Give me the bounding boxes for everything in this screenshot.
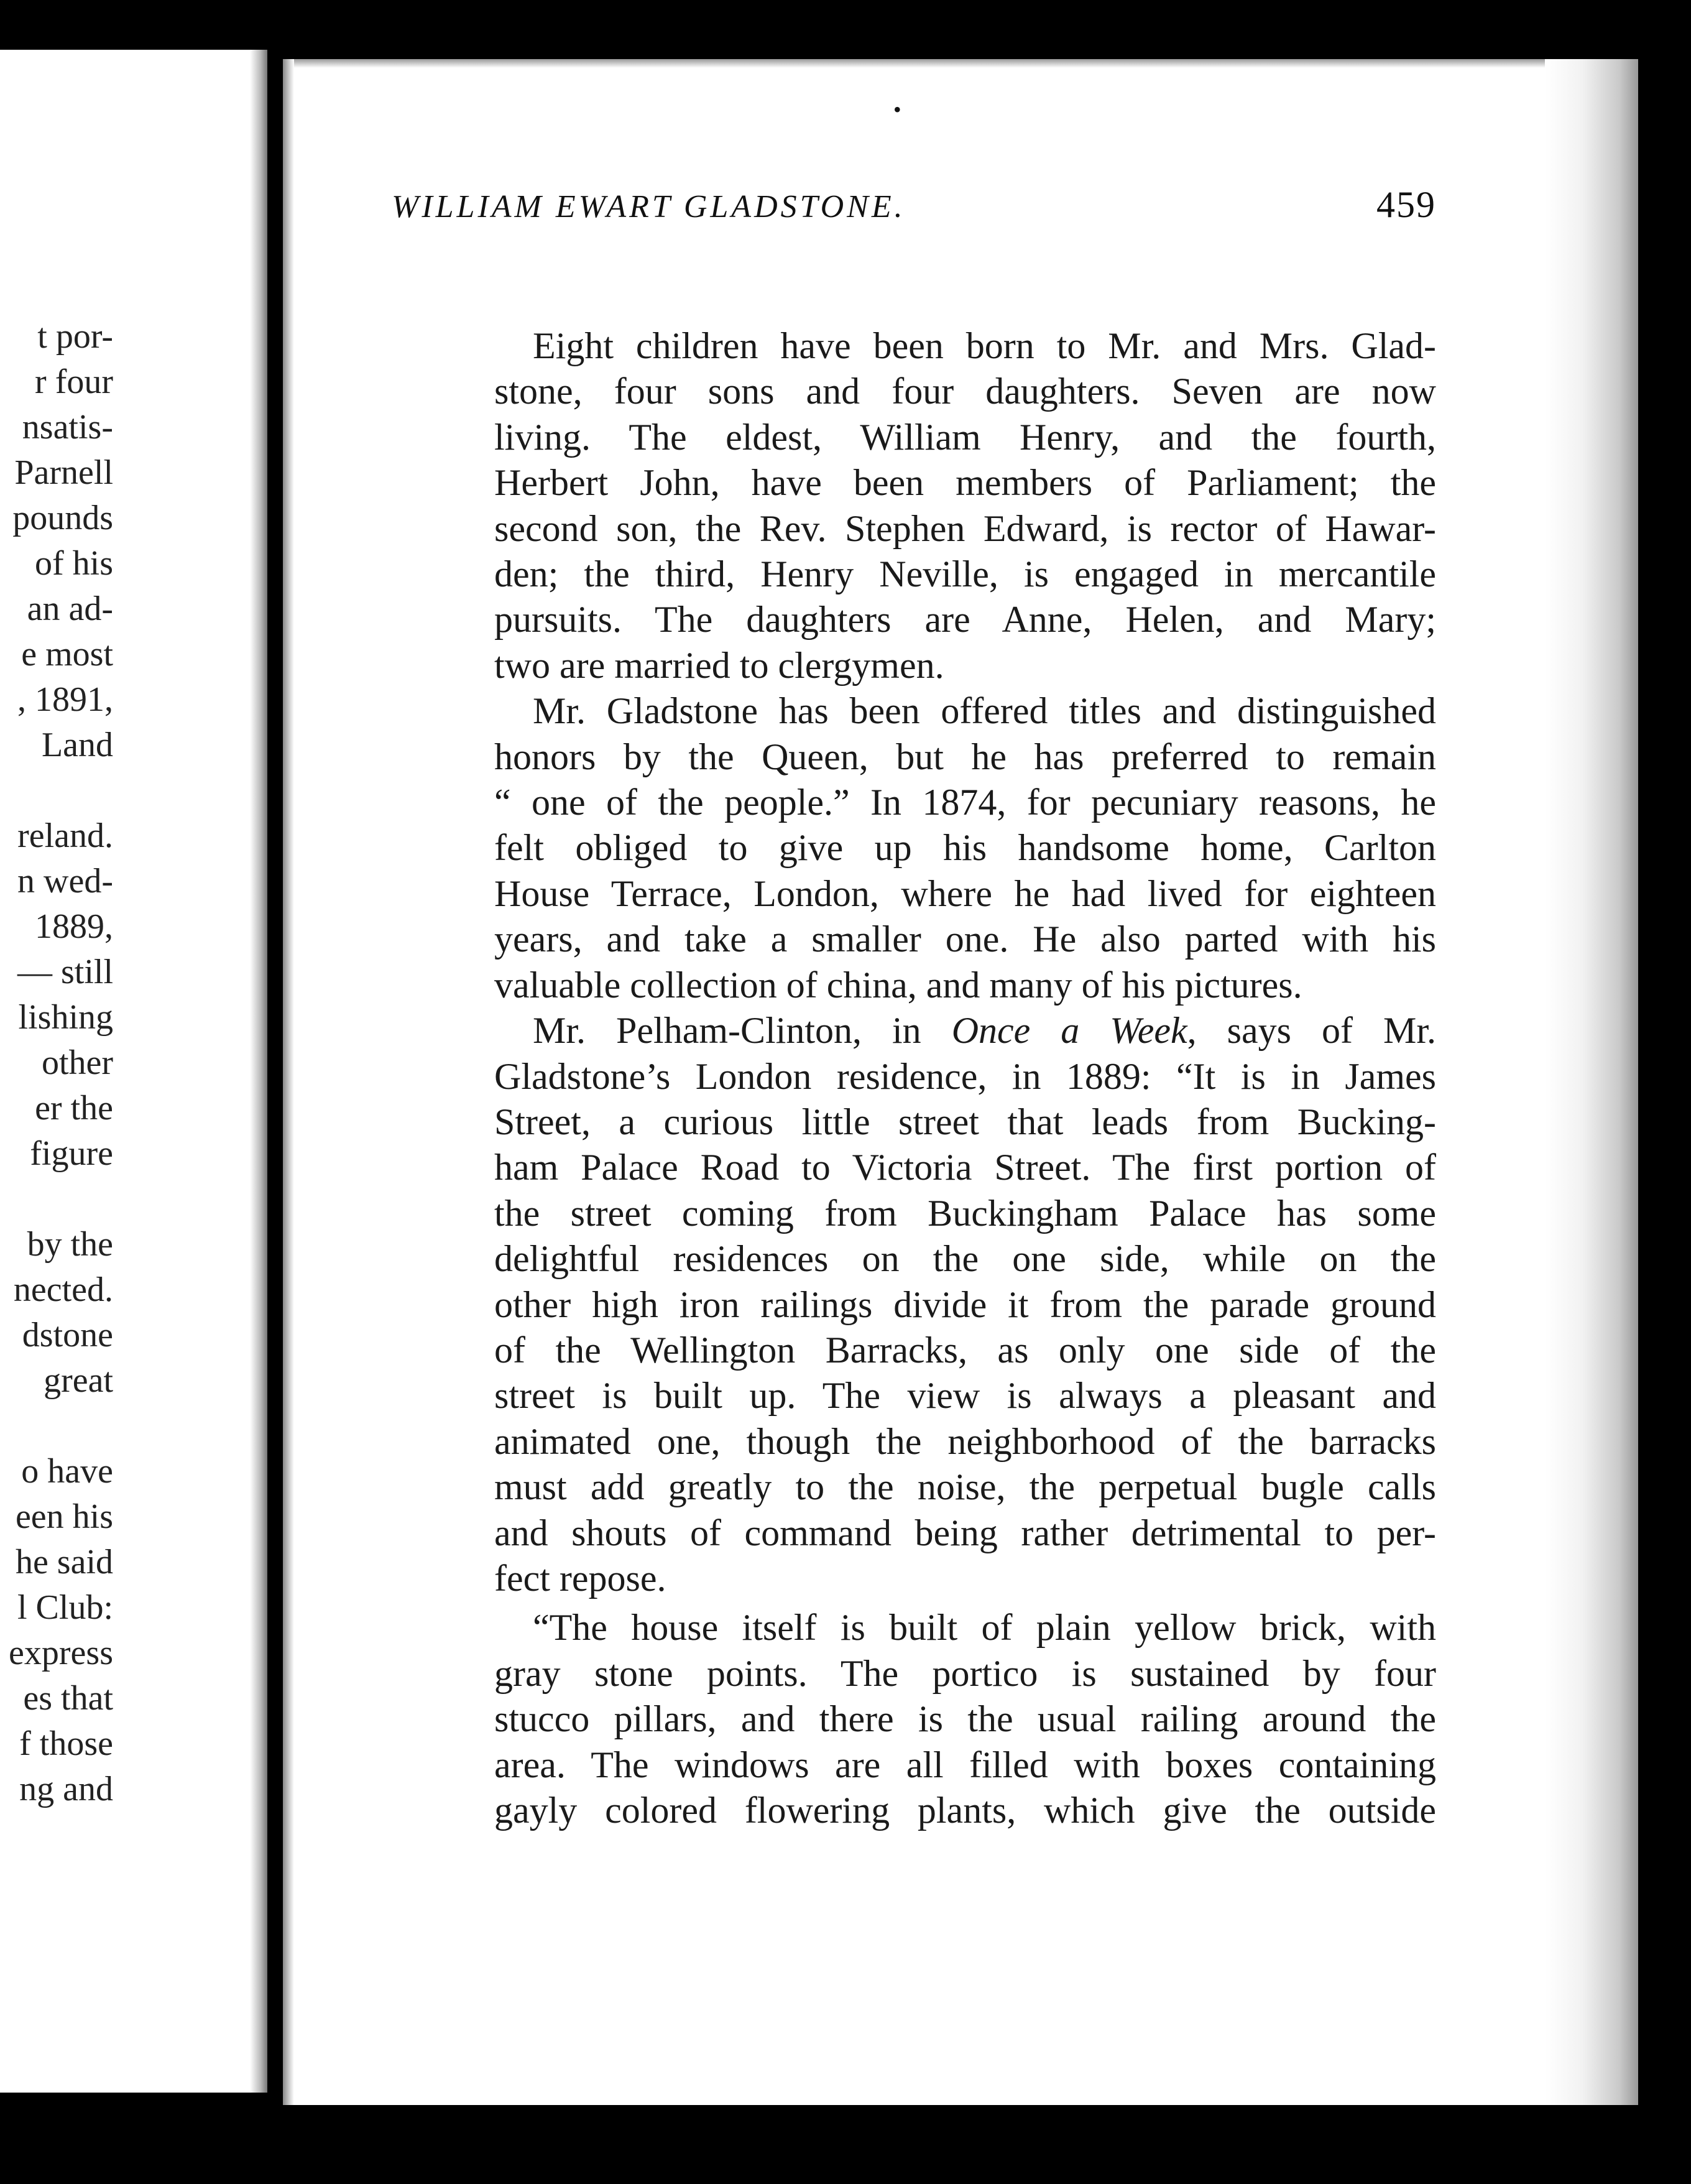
text-line: second son, the Rev. Stephen Edward, is rector of Hawar- — [494, 507, 1436, 549]
text-line: the street coming from Buckingham Palace has some — [494, 1192, 1436, 1234]
left-text-line: , 1891, — [17, 680, 113, 719]
left-text-line: r four — [35, 363, 113, 401]
text-line: ham Palace Road to Victoria Street. The first portion of — [494, 1147, 1436, 1188]
left-text-line: great — [44, 1361, 113, 1400]
gutter-shadow — [250, 50, 267, 2093]
text-line: must add greatly to the noise, the perpetual bugle calls — [494, 1466, 1436, 1508]
text-run: , says of Mr. — [1187, 1010, 1436, 1052]
left-text-line: express — [9, 1634, 113, 1672]
left-text-line: e most — [21, 635, 113, 673]
left-text-line: an ad- — [27, 590, 113, 628]
left-text-line: nected. — [13, 1270, 113, 1309]
left-text-line: reland. — [17, 817, 113, 855]
left-text-line: lishing — [18, 998, 113, 1037]
left-text-line: — still — [17, 953, 113, 991]
left-text-line: 1889, — [35, 907, 113, 946]
text-line: area. The windows are all filled with boxes containing — [494, 1744, 1436, 1785]
page-left-edge — [283, 59, 294, 2105]
text-line: gayly colored flowering plants, which give the outside — [494, 1790, 1436, 1831]
left-text-line: o have — [21, 1452, 113, 1491]
text-line: animated one, though the neighborhood of the barracks — [494, 1420, 1436, 1462]
text-line: living. The eldest, William Henry, and the fourth, — [494, 416, 1436, 458]
paragraph-children — [494, 323, 1436, 688]
periodical-title: Once a Week — [951, 1010, 1187, 1052]
text-line: “ one of the people.” In 1874, for pecuniary reasons, he — [494, 782, 1436, 823]
left-text-line: dstone — [22, 1316, 113, 1354]
left-text-line: n wed- — [17, 862, 113, 900]
page-right-edge — [1545, 59, 1638, 2105]
text-line: felt obliged to give up his handsome home, Carlton — [494, 827, 1436, 869]
text-line: pursuits. The daughters are Anne, Helen, and Mary; — [494, 599, 1436, 641]
text-line: two are married to clergymen. — [494, 644, 944, 686]
left-text-line: by the — [27, 1225, 113, 1264]
text-line: valuable collection of china, and many of his pictures. — [494, 964, 1302, 1006]
left-text-line: er the — [35, 1089, 113, 1127]
text-line: stone, four sons and four daughters. Seven are now — [494, 371, 1436, 412]
left-text-line: of his — [35, 544, 113, 583]
running-title: WILLIAM EWART GLADSTONE. — [392, 189, 906, 224]
left-text-line: l Club: — [17, 1588, 113, 1627]
line-gap — [0, 768, 113, 813]
text-line: honors by the Queen, but he has preferred to remain — [494, 736, 1436, 777]
left-text-line: Land — [41, 726, 113, 764]
text-line: stucco pillars, and there is the usual railing around the — [494, 1698, 1436, 1740]
text-line: den; the third, Henry Neville, is engaged in mercantile — [494, 553, 1436, 595]
text-line: street is built up. The view is always a pleasant and — [494, 1375, 1436, 1417]
page-ornament: • — [893, 97, 901, 122]
paragraph-titles — [494, 688, 1436, 1008]
left-page — [0, 50, 267, 2093]
text-line: fect repose. — [494, 1557, 666, 1599]
text-line: years, and take a smaller one. He also parted with his — [494, 918, 1436, 960]
left-text-line: f those — [19, 1724, 113, 1763]
left-page-text — [0, 314, 113, 1812]
text-line: Herbert John, have been members of Parliament; the — [494, 462, 1436, 504]
paragraph-residence — [494, 1008, 1436, 1601]
left-text-line: Parnell — [14, 453, 113, 492]
text-line: “The house itself is built of plain yellow brick, with — [533, 1607, 1436, 1649]
left-text-line: pounds — [12, 499, 113, 537]
text-line: of the Wellington Barracks, as only one side of the — [494, 1329, 1436, 1371]
text-line: Gladstone’s London residence, in 1889: “It is in James — [494, 1055, 1436, 1097]
text-line: delightful residences on the one side, while on the — [494, 1238, 1436, 1280]
text-line: gray stone points. The portico is sustained by four — [494, 1652, 1436, 1694]
left-text-line: ng and — [19, 1770, 113, 1808]
left-text-line: t por- — [37, 317, 113, 356]
paragraph-house — [494, 1605, 1436, 1833]
text-line: Street, a curious little street that leads from Bucking- — [494, 1101, 1436, 1142]
text-line: other high iron railings divide it from the parade ground — [494, 1284, 1436, 1325]
left-text-line: es that — [23, 1679, 113, 1718]
text-line: Mr. Gladstone has been offered titles and distinguished — [533, 690, 1436, 732]
text-line: and shouts of command being rather detrimental to per- — [494, 1512, 1436, 1553]
left-text-line: he said — [15, 1543, 113, 1581]
page-top-edge — [283, 59, 1638, 68]
line-gap — [0, 1404, 113, 1449]
left-text-line: other — [41, 1043, 113, 1082]
left-text-line: nsatis- — [22, 408, 113, 447]
body-text — [494, 323, 1436, 1833]
left-text-line: figure — [30, 1134, 113, 1173]
page-number: 459 — [1376, 184, 1436, 225]
line-gap — [0, 1177, 113, 1222]
text-run: Mr. Pelham-Clinton, in — [533, 1010, 952, 1052]
left-text-line: een his — [15, 1497, 113, 1536]
running-head — [392, 183, 1436, 226]
text-line: House Terrace, London, where he had lived for eighteen — [494, 872, 1436, 914]
text-line — [494, 1008, 1436, 1053]
text-line: Eight children have been born to Mr. and Mrs. Glad- — [533, 325, 1436, 366]
